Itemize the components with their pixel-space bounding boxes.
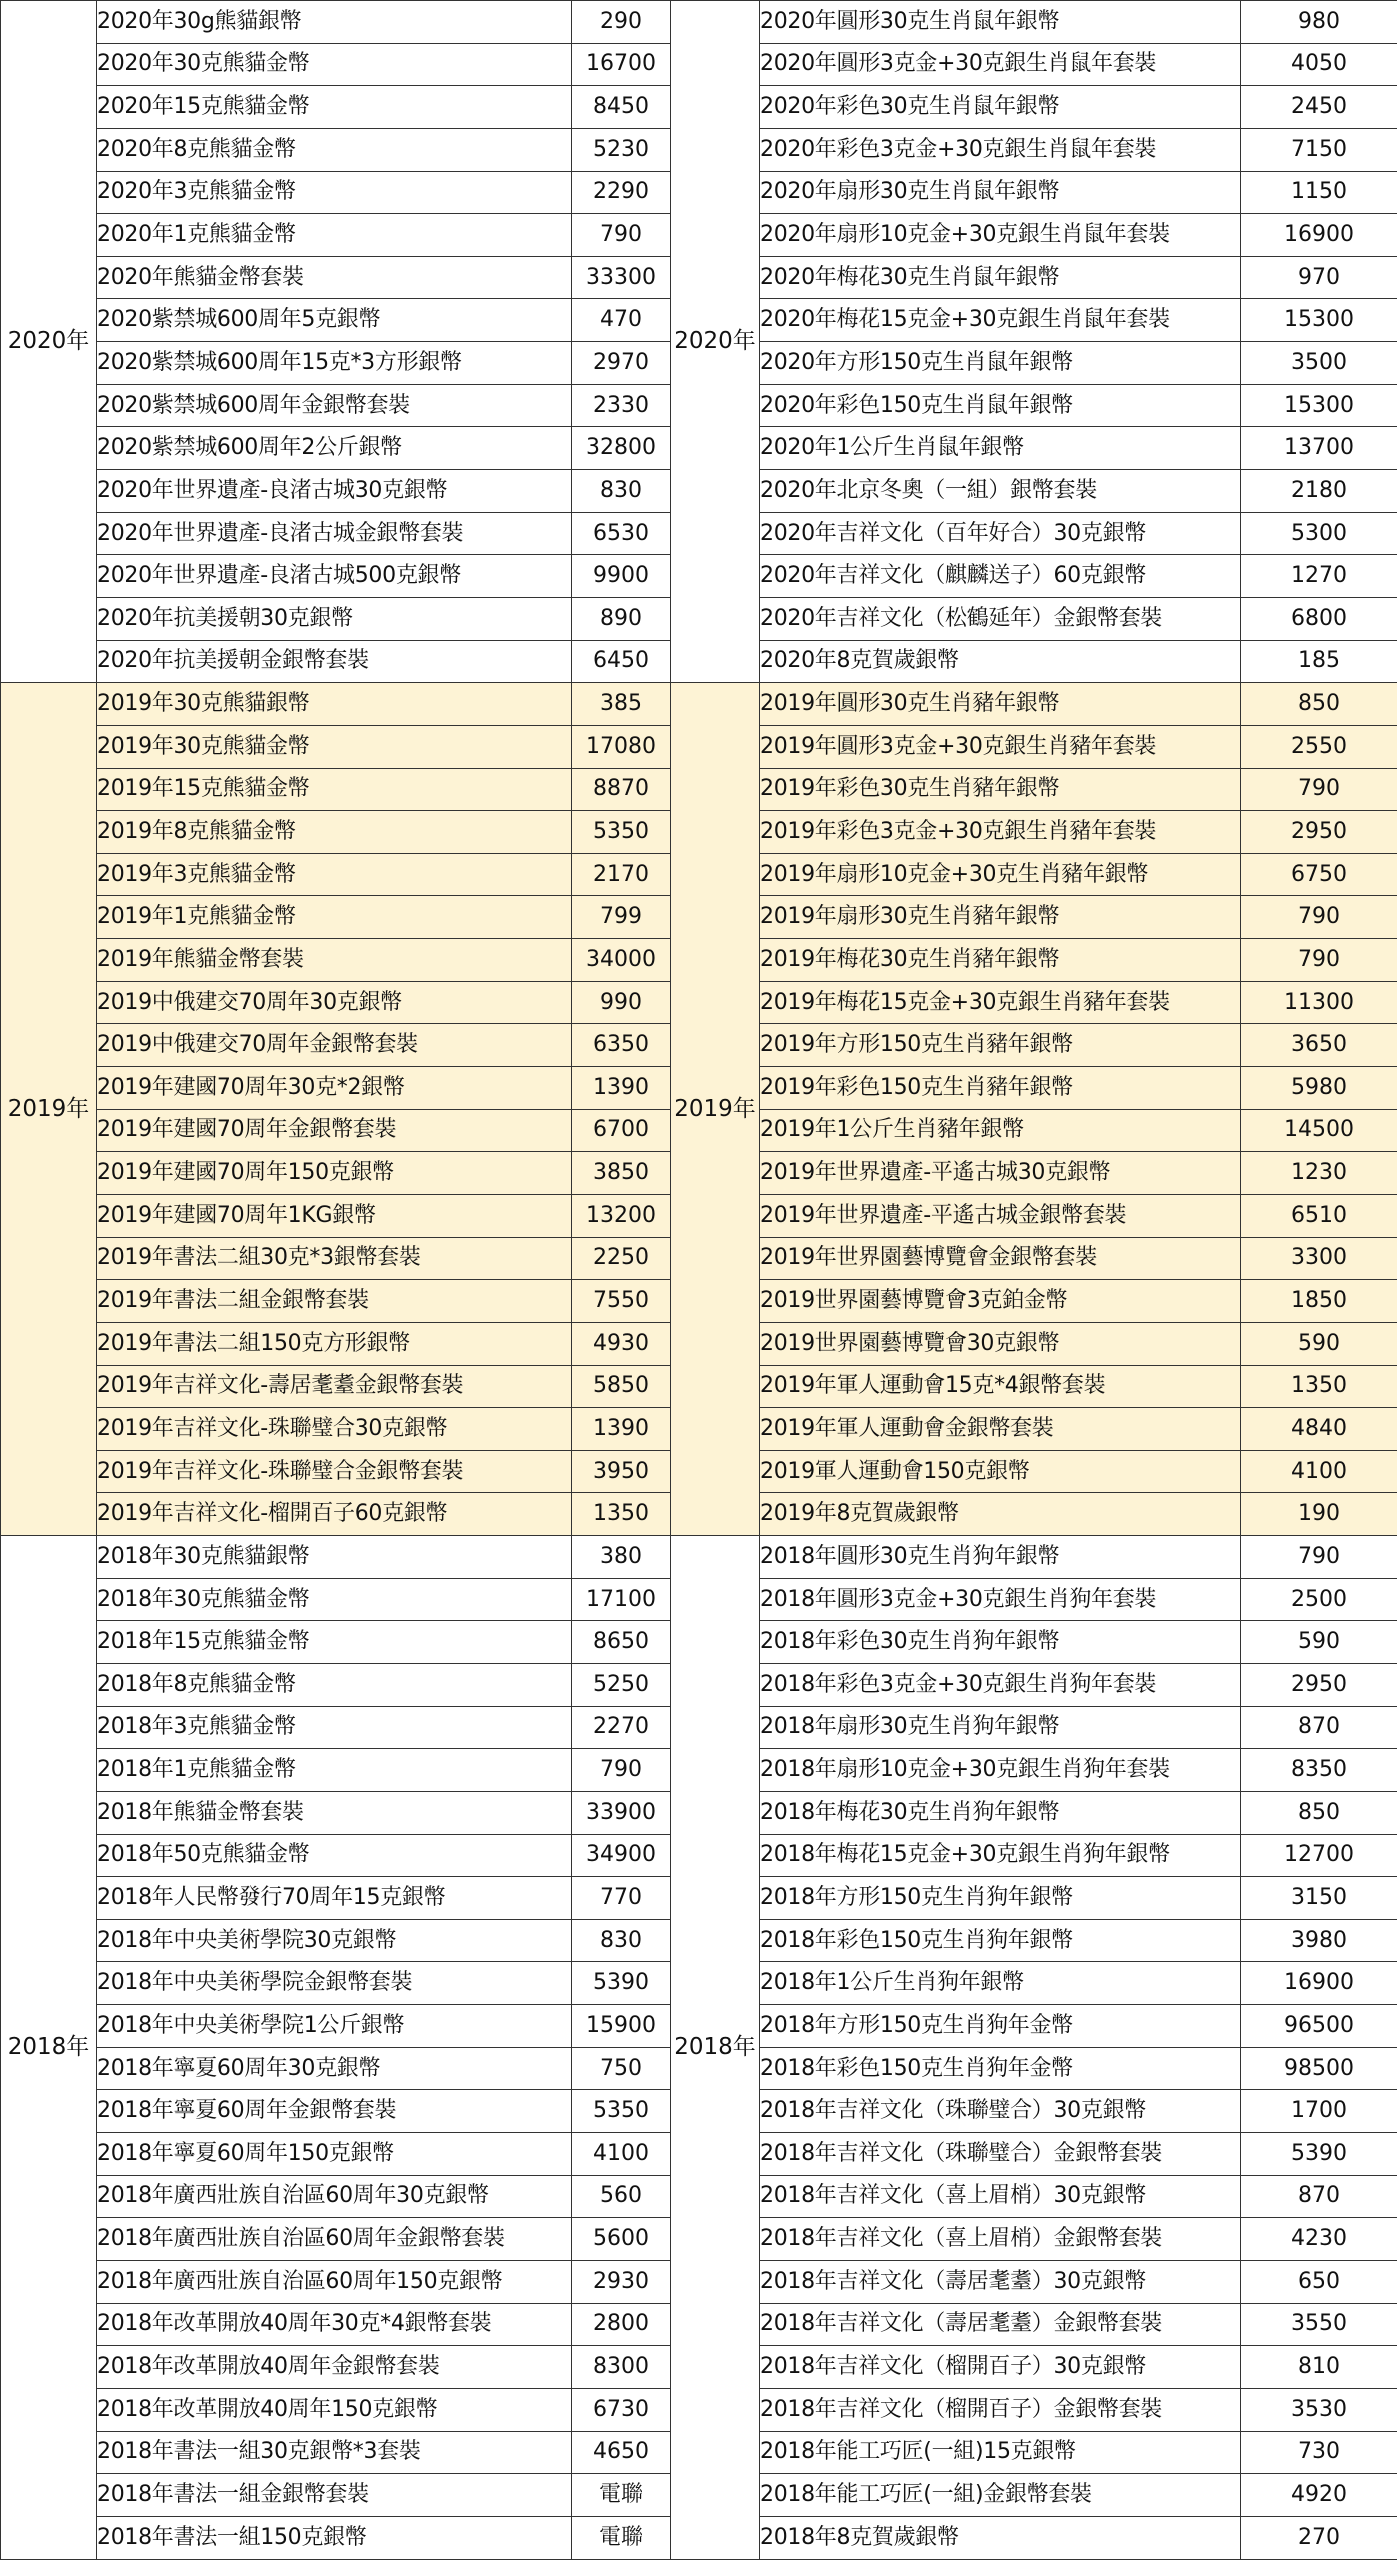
coin-price: 32800 — [572, 427, 671, 470]
coin-price: 2970 — [572, 342, 671, 385]
coin-price: 270 — [1241, 2516, 1397, 2559]
coin-price: 6700 — [572, 1109, 671, 1152]
coin-name: 2018年1公斤生肖狗年銀幣 — [760, 1962, 1241, 2005]
coin-price: 890 — [572, 597, 671, 640]
coin-name: 2019世界園藝博覽會3克鉑金幣 — [760, 1280, 1241, 1323]
coin-price: 1350 — [1241, 1365, 1397, 1408]
coin-price: 830 — [572, 470, 671, 513]
coin-name: 2018年彩色150克生肖狗年銀幣 — [760, 1919, 1241, 1962]
coin-price: 7150 — [1241, 128, 1397, 171]
coin-price: 2250 — [572, 1237, 671, 1280]
coin-price: 96500 — [1241, 2005, 1397, 2048]
coin-name: 2018年彩色150克生肖狗年金幣 — [760, 2047, 1241, 2090]
coin-price: 185 — [1241, 640, 1397, 683]
coin-name: 2019年熊貓金幣套裝 — [97, 939, 572, 982]
coin-price: 2180 — [1241, 470, 1397, 513]
coin-name: 2018年吉祥文化（珠聯璧合）30克銀幣 — [760, 2090, 1241, 2133]
coin-price: 2550 — [1241, 725, 1397, 768]
coin-price: 790 — [1241, 1536, 1397, 1579]
coin-price: 870 — [1241, 1706, 1397, 1749]
coin-price: 34000 — [572, 939, 671, 982]
coin-name: 2019年30克熊貓金幣 — [97, 725, 572, 768]
coin-price: 5600 — [572, 2218, 671, 2261]
coin-name: 2018年1克熊貓金幣 — [97, 1749, 572, 1792]
coin-name: 2019年8克熊貓金幣 — [97, 811, 572, 854]
coin-name: 2019年建國70周年金銀幣套裝 — [97, 1109, 572, 1152]
coin-price: 790 — [572, 1749, 671, 1792]
coin-name: 2018年圓形3克金+30克銀生肖狗年套裝 — [760, 1578, 1241, 1621]
coin-name: 2020年北京冬奧（一組）銀幣套裝 — [760, 470, 1241, 513]
coin-name: 2020年抗美援朝30克銀幣 — [97, 597, 572, 640]
coin-price: 4920 — [1241, 2474, 1397, 2517]
coin-name: 2019年3克熊貓金幣 — [97, 853, 572, 896]
coin-name: 2019年書法二組150克方形銀幣 — [97, 1322, 572, 1365]
coin-name: 2018年書法一組150克銀幣 — [97, 2516, 572, 2559]
coin-price: 4840 — [1241, 1408, 1397, 1451]
coin-price: 1230 — [1241, 1152, 1397, 1195]
coin-name: 2019年梅花15克金+30克銀生肖豬年套裝 — [760, 981, 1241, 1024]
coin-price: 810 — [1241, 2346, 1397, 2389]
coin-price: 3550 — [1241, 2303, 1397, 2346]
coin-price: 14500 — [1241, 1109, 1397, 1152]
coin-price: 13700 — [1241, 427, 1397, 470]
coin-price: 850 — [1241, 1791, 1397, 1834]
coin-name: 2019年圓形30克生肖豬年銀幣 — [760, 683, 1241, 726]
coin-price: 8350 — [1241, 1749, 1397, 1792]
coin-name: 2020年1公斤生肖鼠年銀幣 — [760, 427, 1241, 470]
coin-price: 11300 — [1241, 981, 1397, 1024]
coin-price: 790 — [1241, 768, 1397, 811]
coin-name: 2020紫禁城600周年2公斤銀幣 — [97, 427, 572, 470]
coin-name: 2020年彩色30克生肖鼠年銀幣 — [760, 86, 1241, 129]
coin-name: 2020年梅花15克金+30克銀生肖鼠年套裝 — [760, 299, 1241, 342]
table-row — [1, 1536, 1397, 1579]
coin-price: 2290 — [572, 171, 671, 214]
coin-price: 970 — [1241, 256, 1397, 299]
coin-price: 4100 — [1241, 1450, 1397, 1493]
coin-name: 2020年梅花30克生肖鼠年銀幣 — [760, 256, 1241, 299]
coin-name: 2019年方形150克生肖豬年銀幣 — [760, 1024, 1241, 1067]
coin-name: 2020年抗美援朝金銀幣套裝 — [97, 640, 572, 683]
coin-price: 1350 — [572, 1493, 671, 1536]
coin-name: 2019年世界遺產-平遙古城金銀幣套裝 — [760, 1194, 1241, 1237]
coin-price: 1270 — [1241, 555, 1397, 598]
coin-name: 2020年扇形10克金+30克銀生肖鼠年套裝 — [760, 214, 1241, 257]
coin-price: 870 — [1241, 2175, 1397, 2218]
coin-price: 5980 — [1241, 1067, 1397, 1110]
coin-price: 4930 — [572, 1322, 671, 1365]
coin-price: 3950 — [572, 1450, 671, 1493]
coin-price: 2170 — [572, 853, 671, 896]
coin-price: 17080 — [572, 725, 671, 768]
coin-price: 8870 — [572, 768, 671, 811]
coin-name: 2019年建國70周年150克銀幣 — [97, 1152, 572, 1195]
coin-name: 2020年15克熊貓金幣 — [97, 86, 572, 129]
coin-price: 3650 — [1241, 1024, 1397, 1067]
coin-price: 3150 — [1241, 1877, 1397, 1920]
coin-price: 電聯 — [572, 2474, 671, 2517]
coin-name: 2019年吉祥文化-珠聯璧合金銀幣套裝 — [97, 1450, 572, 1493]
year-label-left: 2020年 — [1, 1, 97, 683]
coin-price: 2930 — [572, 2260, 671, 2303]
coin-price: 730 — [1241, 2431, 1397, 2474]
coin-price: 6530 — [572, 512, 671, 555]
coin-name: 2019年扇形10克金+30克生肖豬年銀幣 — [760, 853, 1241, 896]
coin-name: 2018年能工巧匠(一組)金銀幣套裝 — [760, 2474, 1241, 2517]
coin-name: 2020年30g熊貓銀幣 — [97, 1, 572, 44]
year-label-left: 2018年 — [1, 1536, 97, 2560]
coin-name: 2020紫禁城600周年5克銀幣 — [97, 299, 572, 342]
price-table-body — [1, 1, 1397, 2560]
coin-name: 2020年世界遺產-良渚古城30克銀幣 — [97, 470, 572, 513]
coin-price: 電聯 — [572, 2516, 671, 2559]
coin-name: 2018年中央美術學院1公斤銀幣 — [97, 2005, 572, 2048]
coin-price: 1700 — [1241, 2090, 1397, 2133]
coin-name: 2020年世界遺產-良渚古城500克銀幣 — [97, 555, 572, 598]
coin-name: 2018年梅花30克生肖狗年銀幣 — [760, 1791, 1241, 1834]
coin-name: 2019年彩色3克金+30克銀生肖豬年套裝 — [760, 811, 1241, 854]
year-label-left: 2019年 — [1, 683, 97, 1536]
coin-name: 2018年書法一組30克銀幣*3套裝 — [97, 2431, 572, 2474]
coin-price: 5390 — [1241, 2133, 1397, 2176]
coin-price: 560 — [572, 2175, 671, 2218]
coin-name: 2018年廣西壯族自治區60周年150克銀幣 — [97, 2260, 572, 2303]
coin-name: 2020年吉祥文化（百年好合）30克銀幣 — [760, 512, 1241, 555]
year-label-right: 2018年 — [671, 1536, 760, 2560]
coin-name: 2018年中央美術學院30克銀幣 — [97, 1919, 572, 1962]
coin-price: 34900 — [572, 1834, 671, 1877]
coin-price: 799 — [572, 896, 671, 939]
coin-name: 2018年30克熊貓金幣 — [97, 1578, 572, 1621]
coin-name: 2019年世界遺產-平遙古城30克銀幣 — [760, 1152, 1241, 1195]
coin-name: 2019世界園藝博覽會30克銀幣 — [760, 1322, 1241, 1365]
coin-name: 2018年彩色3克金+30克銀生肖狗年套裝 — [760, 1663, 1241, 1706]
coin-name: 2018年改革開放40周年金銀幣套裝 — [97, 2346, 572, 2389]
coin-price: 470 — [572, 299, 671, 342]
coin-price: 2500 — [1241, 1578, 1397, 1621]
coin-price: 1850 — [1241, 1280, 1397, 1323]
coin-price: 190 — [1241, 1493, 1397, 1536]
coin-name: 2018年圓形30克生肖狗年銀幣 — [760, 1536, 1241, 1579]
coin-name: 2018年吉祥文化（榴開百子）金銀幣套裝 — [760, 2388, 1241, 2431]
coin-price: 850 — [1241, 683, 1397, 726]
coin-name: 2019年吉祥文化-榴開百子60克銀幣 — [97, 1493, 572, 1536]
coin-price: 6730 — [572, 2388, 671, 2431]
coin-name: 2020年世界遺產-良渚古城金銀幣套裝 — [97, 512, 572, 555]
coin-price: 5300 — [1241, 512, 1397, 555]
coin-name: 2018年吉祥文化（壽居耄耋）金銀幣套裝 — [760, 2303, 1241, 2346]
year-label-right: 2020年 — [671, 1, 760, 683]
coin-price: 650 — [1241, 2260, 1397, 2303]
coin-price: 5850 — [572, 1365, 671, 1408]
coin-price: 8450 — [572, 86, 671, 129]
coin-name: 2018年寧夏60周年金銀幣套裝 — [97, 2090, 572, 2133]
coin-price: 1150 — [1241, 171, 1397, 214]
coin-name: 2019年軍人運動會15克*4銀幣套裝 — [760, 1365, 1241, 1408]
coin-name: 2020年圓形30克生肖鼠年銀幣 — [760, 1, 1241, 44]
coin-price: 2270 — [572, 1706, 671, 1749]
coin-price: 380 — [572, 1536, 671, 1579]
coin-price: 5390 — [572, 1962, 671, 2005]
coin-name: 2019年15克熊貓金幣 — [97, 768, 572, 811]
coin-price: 2950 — [1241, 1663, 1397, 1706]
coin-price: 6450 — [572, 640, 671, 683]
coin-name: 2018年50克熊貓金幣 — [97, 1834, 572, 1877]
coin-name: 2020年1克熊貓金幣 — [97, 214, 572, 257]
coin-price: 790 — [572, 214, 671, 257]
coin-price: 5350 — [572, 811, 671, 854]
coin-name: 2019年1公斤生肖豬年銀幣 — [760, 1109, 1241, 1152]
coin-price: 2950 — [1241, 811, 1397, 854]
table-row — [1, 1, 1397, 44]
coin-name: 2018年吉祥文化（珠聯璧合）金銀幣套裝 — [760, 2133, 1241, 2176]
coin-name: 2018年3克熊貓金幣 — [97, 1706, 572, 1749]
coin-price: 8650 — [572, 1621, 671, 1664]
coin-name: 2018年吉祥文化（喜上眉梢）30克銀幣 — [760, 2175, 1241, 2218]
coin-name: 2018年8克賀歲銀幣 — [760, 2516, 1241, 2559]
coin-name: 2018年吉祥文化（喜上眉梢）金銀幣套裝 — [760, 2218, 1241, 2261]
coin-name: 2018年廣西壯族自治區60周年金銀幣套裝 — [97, 2218, 572, 2261]
coin-name: 2019年建國70周年30克*2銀幣 — [97, 1067, 572, 1110]
coin-name: 2020年熊貓金幣套裝 — [97, 256, 572, 299]
coin-price: 4230 — [1241, 2218, 1397, 2261]
table-row — [1, 683, 1397, 726]
coin-price: 98500 — [1241, 2047, 1397, 2090]
coin-price: 5250 — [572, 1663, 671, 1706]
coin-price: 4650 — [572, 2431, 671, 2474]
coin-name: 2020紫禁城600周年金銀幣套裝 — [97, 384, 572, 427]
coin-price: 1390 — [572, 1067, 671, 1110]
coin-price: 790 — [1241, 896, 1397, 939]
coin-price: 2450 — [1241, 86, 1397, 129]
coin-name: 2019年吉祥文化-壽居耄耋金銀幣套裝 — [97, 1365, 572, 1408]
coin-name: 2018年吉祥文化（壽居耄耋）30克銀幣 — [760, 2260, 1241, 2303]
coin-price: 15300 — [1241, 299, 1397, 342]
coin-price: 385 — [572, 683, 671, 726]
coin-name: 2019年吉祥文化-珠聯璧合30克銀幣 — [97, 1408, 572, 1451]
coin-price: 1390 — [572, 1408, 671, 1451]
coin-price: 33300 — [572, 256, 671, 299]
coin-price: 980 — [1241, 1, 1397, 44]
coin-price: 6350 — [572, 1024, 671, 1067]
coin-name: 2020年扇形30克生肖鼠年銀幣 — [760, 171, 1241, 214]
coin-price: 4050 — [1241, 43, 1397, 86]
coin-price: 590 — [1241, 1621, 1397, 1664]
coin-name: 2019年世界園藝博覽會金銀幣套裝 — [760, 1237, 1241, 1280]
coin-price: 33900 — [572, 1791, 671, 1834]
coin-price: 2330 — [572, 384, 671, 427]
coin-name: 2018年吉祥文化（榴開百子）30克銀幣 — [760, 2346, 1241, 2389]
coin-price: 3500 — [1241, 342, 1397, 385]
coin-price: 770 — [572, 1877, 671, 1920]
coin-price: 2800 — [572, 2303, 671, 2346]
coin-name: 2020年吉祥文化（松鶴延年）金銀幣套裝 — [760, 597, 1241, 640]
coin-name: 2018年方形150克生肖狗年金幣 — [760, 2005, 1241, 2048]
coin-name: 2019年8克賀歲銀幣 — [760, 1493, 1241, 1536]
coin-name: 2018年8克熊貓金幣 — [97, 1663, 572, 1706]
coin-name: 2018年15克熊貓金幣 — [97, 1621, 572, 1664]
coin-name: 2018年方形150克生肖狗年銀幣 — [760, 1877, 1241, 1920]
coin-price: 16700 — [572, 43, 671, 86]
coin-name: 2019年書法二組金銀幣套裝 — [97, 1280, 572, 1323]
coin-name: 2019年1克熊貓金幣 — [97, 896, 572, 939]
coin-name: 2020年3克熊貓金幣 — [97, 171, 572, 214]
coin-name: 2019年圓形3克金+30克銀生肖豬年套裝 — [760, 725, 1241, 768]
coin-name: 2018年中央美術學院金銀幣套裝 — [97, 1962, 572, 2005]
coin-name: 2019年建國70周年1KG銀幣 — [97, 1194, 572, 1237]
coin-price: 8300 — [572, 2346, 671, 2389]
coin-name: 2020年圓形3克金+30克銀生肖鼠年套裝 — [760, 43, 1241, 86]
coin-name: 2018年能工巧匠(一組)15克銀幣 — [760, 2431, 1241, 2474]
coin-name: 2020紫禁城600周年15克*3方形銀幣 — [97, 342, 572, 385]
coin-price: 7550 — [572, 1280, 671, 1323]
coin-name: 2018年改革開放40周年30克*4銀幣套裝 — [97, 2303, 572, 2346]
coin-price: 4100 — [572, 2133, 671, 2176]
coin-name: 2020年8克賀歲銀幣 — [760, 640, 1241, 683]
coin-name: 2019年軍人運動會金銀幣套裝 — [760, 1408, 1241, 1451]
coin-name: 2018年30克熊貓銀幣 — [97, 1536, 572, 1579]
coin-price: 3530 — [1241, 2388, 1397, 2431]
coin-price: 830 — [572, 1919, 671, 1962]
coin-name: 2018年彩色30克生肖狗年銀幣 — [760, 1621, 1241, 1664]
year-label-right: 2019年 — [671, 683, 760, 1536]
coin-price: 5350 — [572, 2090, 671, 2133]
coin-name: 2018年熊貓金幣套裝 — [97, 1791, 572, 1834]
coin-name: 2018年書法一組金銀幣套裝 — [97, 2474, 572, 2517]
coin-price: 6510 — [1241, 1194, 1397, 1237]
coin-price: 17100 — [572, 1578, 671, 1621]
coin-name: 2020年吉祥文化（麒麟送子）60克銀幣 — [760, 555, 1241, 598]
coin-name: 2019年梅花30克生肖豬年銀幣 — [760, 939, 1241, 982]
coin-price: 790 — [1241, 939, 1397, 982]
coin-name: 2019年扇形30克生肖豬年銀幣 — [760, 896, 1241, 939]
coin-price: 6750 — [1241, 853, 1397, 896]
coin-price: 9900 — [572, 555, 671, 598]
coin-name: 2020年彩色3克金+30克銀生肖鼠年套裝 — [760, 128, 1241, 171]
coin-price: 5230 — [572, 128, 671, 171]
coin-name: 2019年30克熊貓銀幣 — [97, 683, 572, 726]
coin-price: 750 — [572, 2047, 671, 2090]
coin-name: 2018年寧夏60周年30克銀幣 — [97, 2047, 572, 2090]
coin-name: 2019年彩色30克生肖豬年銀幣 — [760, 768, 1241, 811]
coin-name: 2019年書法二組30克*3銀幣套裝 — [97, 1237, 572, 1280]
coin-name: 2020年方形150克生肖鼠年銀幣 — [760, 342, 1241, 385]
coin-price: 16900 — [1241, 1962, 1397, 2005]
coin-price: 3980 — [1241, 1919, 1397, 1962]
coin-price: 990 — [572, 981, 671, 1024]
coin-name: 2019中俄建交70周年金銀幣套裝 — [97, 1024, 572, 1067]
coin-name: 2020年8克熊貓金幣 — [97, 128, 572, 171]
coin-price: 12700 — [1241, 1834, 1397, 1877]
coin-name: 2019中俄建交70周年30克銀幣 — [97, 981, 572, 1024]
coin-price: 15900 — [572, 2005, 671, 2048]
coin-name: 2018年扇形30克生肖狗年銀幣 — [760, 1706, 1241, 1749]
coin-price: 3300 — [1241, 1237, 1397, 1280]
coin-name: 2018年寧夏60周年150克銀幣 — [97, 2133, 572, 2176]
coin-name: 2018年廣西壯族自治區60周年30克銀幣 — [97, 2175, 572, 2218]
coin-name: 2020年30克熊貓金幣 — [97, 43, 572, 86]
coin-name: 2018年改革開放40周年150克銀幣 — [97, 2388, 572, 2431]
coin-name: 2018年人民幣發行70周年15克銀幣 — [97, 1877, 572, 1920]
coin-price: 15300 — [1241, 384, 1397, 427]
coin-price: 16900 — [1241, 214, 1397, 257]
coin-price: 290 — [572, 1, 671, 44]
coin-price: 6800 — [1241, 597, 1397, 640]
coin-price: 13200 — [572, 1194, 671, 1237]
coin-price: 590 — [1241, 1322, 1397, 1365]
coin-name: 2018年扇形10克金+30克銀生肖狗年套裝 — [760, 1749, 1241, 1792]
coin-name: 2019軍人運動會150克銀幣 — [760, 1450, 1241, 1493]
coin-name: 2020年彩色150克生肖鼠年銀幣 — [760, 384, 1241, 427]
coin-price: 3850 — [572, 1152, 671, 1195]
coin-name: 2018年梅花15克金+30克銀生肖狗年銀幣 — [760, 1834, 1241, 1877]
coin-name: 2019年彩色150克生肖豬年銀幣 — [760, 1067, 1241, 1110]
